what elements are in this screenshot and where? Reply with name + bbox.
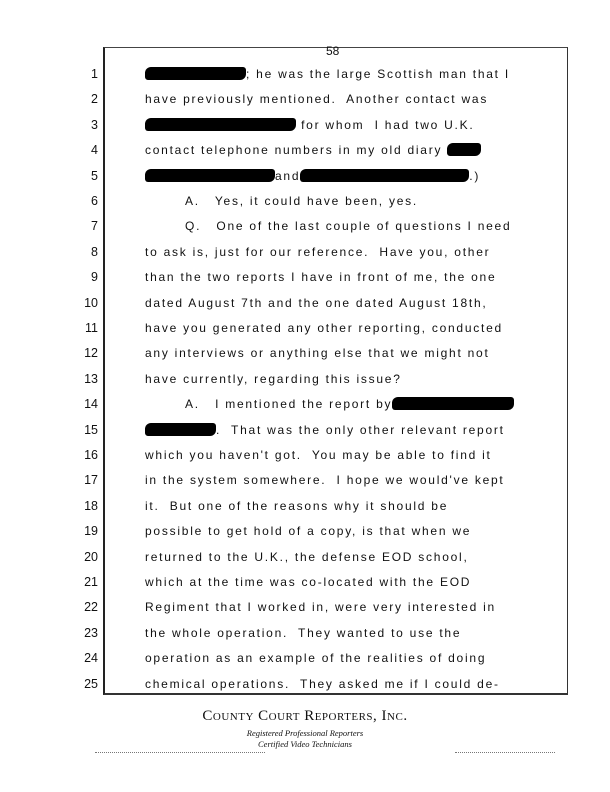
line-text: A. I mentioned the report by	[185, 397, 393, 412]
transcript-line	[145, 626, 461, 640]
line-text: the whole operation. They wanted to use the	[145, 625, 462, 640]
transcript-line	[145, 575, 471, 589]
redaction-mark	[145, 67, 246, 80]
transcript-line	[145, 600, 496, 614]
line-number: 3	[91, 117, 98, 132]
line-number: 5	[91, 168, 98, 183]
line-text: than the two reports I have in front of me, the one	[145, 270, 497, 285]
line-number: 18	[84, 498, 98, 513]
line-number: 15	[84, 422, 98, 437]
line-number: 1	[91, 67, 98, 81]
line-text: .)	[469, 168, 481, 183]
line-text: returned to the U.K., the defense EOD school,	[145, 549, 469, 564]
line-number: 4	[91, 143, 98, 158]
line-text: it. But one of the reasons why it should be	[145, 498, 449, 513]
redaction-mark	[392, 397, 514, 410]
transcript-line	[145, 677, 500, 691]
transcript-line	[145, 346, 490, 360]
transcript-line	[145, 524, 471, 538]
line-number: 11	[85, 321, 98, 335]
transcript-line	[145, 651, 486, 665]
transcript-line	[145, 473, 505, 487]
redaction-mark	[447, 143, 481, 156]
line-number: 14	[84, 397, 98, 412]
line-text: Regiment that I worked in, were very interested in	[145, 600, 496, 615]
transcript-line	[145, 245, 490, 259]
transcript-line	[145, 92, 488, 106]
line-text: dated August 7th and the one dated August 18th,	[145, 295, 488, 310]
footer-line-1: Registered Professional Reporters	[246, 728, 364, 738]
redaction-mark	[145, 169, 275, 182]
line-text: have you generated any other reporting, conducted	[145, 321, 503, 335]
transcript-line	[145, 397, 514, 411]
line-number: 22	[84, 600, 98, 615]
transcript-line	[145, 423, 505, 437]
transcript-line	[145, 296, 487, 310]
footer-line-2: Certified Video Technicians	[258, 739, 352, 749]
transcript-line	[145, 143, 481, 157]
line-number: 12	[84, 346, 98, 361]
line-text: possible to get hold of a copy, is that when we	[145, 524, 472, 539]
line-number: 10	[84, 295, 98, 310]
scan-noise	[95, 752, 265, 754]
transcript-line	[145, 169, 480, 183]
line-text: in the system somewhere. I hope we would've kept	[145, 473, 505, 488]
transcript-line	[145, 372, 402, 386]
transcript-line	[145, 194, 418, 208]
line-text: A. Yes, it could have been, yes.	[185, 194, 418, 208]
line-number: 21	[84, 575, 98, 589]
line-text: . That was the only other relevant report	[216, 422, 505, 437]
page-number: 58	[326, 44, 340, 58]
redaction-mark	[145, 118, 296, 131]
line-text: to ask is, just for our reference. Have you, other	[145, 244, 491, 259]
line-number: 6	[91, 194, 98, 208]
redaction-mark	[300, 169, 469, 182]
line-text: and	[275, 168, 301, 183]
line-number: 2	[91, 92, 98, 107]
footer-company: County Court Reporters, Inc.	[202, 708, 408, 724]
line-text: have previously mentioned. Another contact was	[145, 92, 489, 107]
line-text: operation as an example of the realities of doing	[145, 651, 487, 666]
line-number: 17	[84, 473, 98, 488]
line-number: 25	[84, 676, 98, 691]
redaction-mark	[145, 423, 216, 436]
line-text: contact telephone numbers in my old diary	[145, 143, 448, 158]
line-number: 8	[91, 244, 98, 259]
line-text: have currently, regarding this issue?	[145, 371, 402, 386]
line-text: ; he was the large Scottish man that I	[246, 67, 510, 81]
transcript-line	[145, 118, 474, 132]
line-text: Q. One of the last couple of questions I need	[185, 219, 512, 234]
line-text: for whom I had two U.K.	[296, 117, 475, 132]
transcript-line	[145, 270, 496, 284]
line-number: 19	[84, 524, 98, 539]
transcript-line	[145, 499, 448, 513]
line-number: 7	[91, 219, 98, 234]
transcript-line	[145, 219, 511, 233]
line-number: 23	[84, 625, 98, 640]
line-text: any interviews or anything else that we might not	[145, 346, 490, 361]
line-text: chemical operations. They asked me if I could de-	[145, 676, 500, 691]
transcript-line	[145, 67, 510, 81]
line-number: 24	[84, 651, 98, 666]
line-text: which at the time was co-located with the EOD	[145, 575, 472, 589]
line-text: which you haven't got. You may be able to find it	[145, 448, 492, 462]
transcript-line	[145, 321, 503, 335]
transcript-line	[145, 448, 492, 462]
scan-noise	[455, 752, 555, 754]
line-number: 13	[84, 371, 98, 386]
transcript-line	[145, 550, 469, 564]
line-number: 9	[91, 270, 98, 285]
line-number: 16	[84, 448, 98, 462]
line-number: 20	[84, 549, 98, 564]
